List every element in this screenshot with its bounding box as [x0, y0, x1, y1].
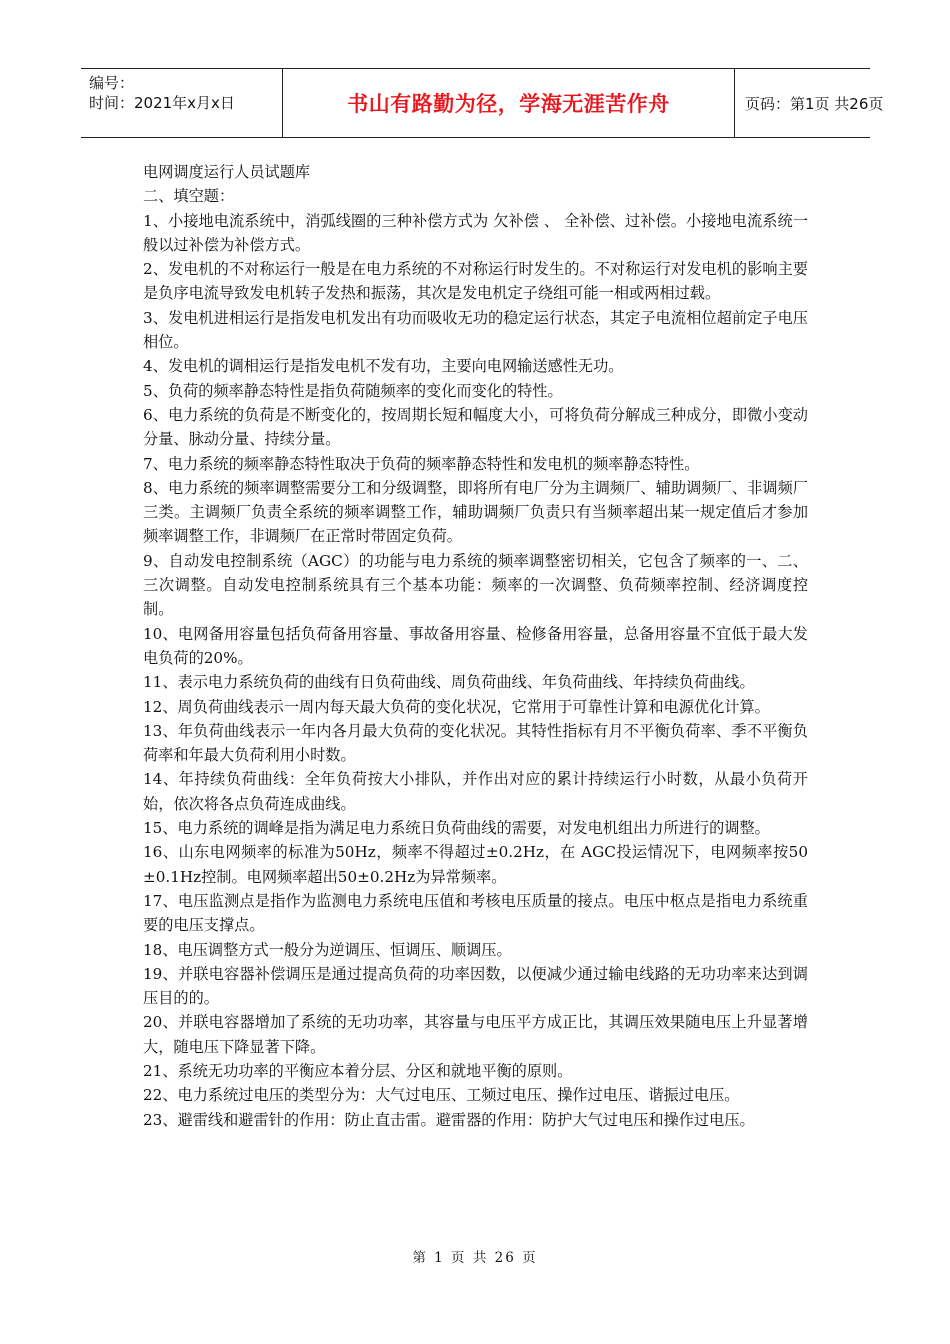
header-motto: 书山有路勤为径，学海无涯苦作舟 — [282, 69, 735, 137]
question-item: 15、电力系统的调峰是指为满足电力系统日负荷曲线的需要，对发电机组出力所进行的调整。 — [143, 819, 770, 838]
question-item: 13、年负荷曲线表示一年内各月最大负荷的变化状况。其特性指标有月不平衡负荷率、季不平衡负荷率和年最大负荷利用小时数。 — [143, 721, 808, 765]
header-info — [81, 69, 282, 137]
section-heading: 二、填空题： — [143, 187, 235, 206]
question-item: 18、电压调整方式一般分为逆调压、恒调压、顺调压。 — [143, 940, 512, 959]
question-item: 6、电力系统的负荷是不断变化的，按周期长短和幅度大小，可将负荷分解成三种成分，即微小变动分量、脉动分量、持续分量。 — [143, 405, 808, 449]
question-item: 20、并联电容器增加了系统的无功功率，其容量与电压平方成正比，其调压效果随电压上升显著增大，随电压下降显著下降。 — [143, 1013, 808, 1056]
question-item: 23、避雷线和避雷针的作用：防止直击雷。避雷器的作用：防护大气过电压和操作过电压。 — [143, 1110, 755, 1129]
question-item: 1、小接地电流系统中，消弧线圈的三种补偿方式为 欠补偿 、 全补偿、过补偿。小接地电流系统一般以过补偿为补偿方式。 — [143, 211, 808, 254]
page-header — [81, 68, 884, 138]
page-footer: 第 1 页 共 26 页 — [412, 1250, 538, 1266]
question-item: 2、发电机的不对称运行一般是在电力系统的不对称运行时发生的。不对称运行对发电机的影响主要是负序电流导致发电机转子发热和振荡，其次是发电机定子绕组可能一相或两相过载。 — [143, 260, 808, 303]
question-item: 3、发电机进相运行是指发电机发出有功而吸收无功的稳定运行状态，其定子电流相位超前定子电压相位。 — [143, 308, 808, 352]
question-item: 17、电压监测点是指作为监测电力系统电压值和考核电压质量的接点。电压中枢点是指电力系统重要的电压支撑点。 — [143, 891, 808, 935]
question-item: 22、电力系统过电压的类型分为：大气过电压、工频过电压、操作过电压、谐振过电压。 — [143, 1086, 740, 1105]
document-number-label: 编号： — [89, 74, 135, 92]
question-item: 21、系统无功功率的平衡应本着分层、分区和就地平衡的原则。 — [143, 1061, 573, 1080]
question-item: 14、年持续负荷曲线：全年负荷按大小排队，并作出对应的累计持续运行小时数，从最小负荷开始，依次将各点负荷连成曲线。 — [143, 770, 808, 813]
header-page-info: 页码：第1页 共26页 — [745, 94, 884, 113]
question-item: 4、发电机的调相运行是指发电机不发有功，主要向电网输送感性无功。 — [143, 357, 624, 376]
question-item: 8、电力系统的频率调整需要分工和分级调整，即将所有电厂分为主调频厂、辅助调频厂、非调频厂三类。主调频厂负责全系统的频率调整工作，辅助调频厂负责只有当频率超出某一规定值后才参加频率调整工作，非调频厂在正常时带固定负荷。 — [143, 478, 808, 546]
question-item: 12、周负荷曲线表示一周内每天最大负荷的变化状况，它常用于可靠性计算和电源优化计算。 — [143, 697, 770, 716]
document-title: 电网调度运行人员试题库 — [143, 163, 311, 181]
question-item: 9、自动发电控制系统（AGC）的功能与电力系统的频率调整密切相关，它包含了频率的一、二、三次调整。自动发电控制系统具有三个基本功能：频率的一次调整、负荷频率控制、经济调度控制。 — [143, 551, 808, 619]
document-date-label: 时间：2021年x月x日 — [89, 94, 235, 112]
question-item: 19、并联电容器补偿调压是通过提高负荷的功率因数，以便减少通过输电线路的无功功率来达到调压目的的。 — [143, 964, 808, 1008]
document-body — [143, 160, 808, 1132]
question-item: 7、电力系统的频率静态特性取决于负荷的频率静态特性和发电机的频率静态特性。 — [143, 454, 700, 473]
question-item: 10、电网备用容量包括负荷备用容量、事故备用容量、检修备用容量，总备用容量不宜低于最大发电负荷的20%。 — [143, 624, 808, 667]
question-item: 11、表示电力系统负荷的曲线有日负荷曲线、周负荷曲线、年负荷曲线、年持续负荷曲线。 — [143, 673, 755, 692]
question-item: 5、负荷的频率静态特性是指负荷随频率的变化而变化的特性。 — [143, 381, 563, 400]
question-item: 16、山东电网频率的标准为50Hz，频率不得超过±0.2Hz，在 AGC投运情况下，电网频率按50±0.1Hz控制。电网频率超出50±0.2Hz为异常频率。 — [143, 843, 808, 886]
question-list — [143, 209, 808, 1132]
